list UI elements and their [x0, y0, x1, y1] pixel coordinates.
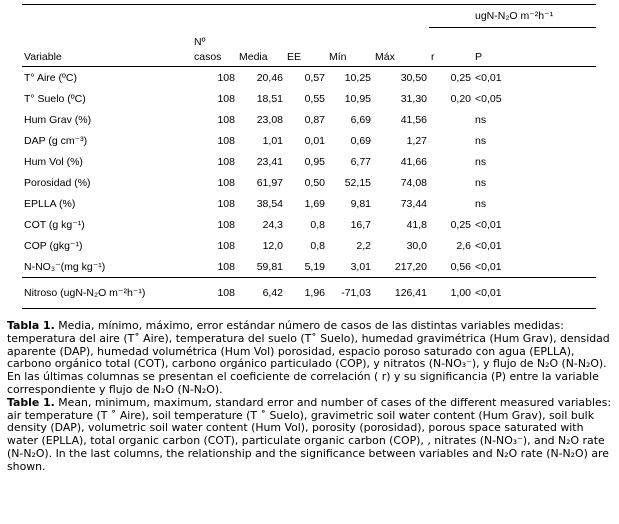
cell-p: <0,01	[475, 218, 502, 231]
cell-min: -71,03	[327, 278, 373, 309]
cell-p: <0,01	[473, 278, 523, 309]
header-n-line1: Nº	[194, 36, 206, 48]
cell-variable: Hum Vol (%)	[24, 155, 83, 168]
table-row	[22, 278, 596, 309]
cell-variable: T° Aire (ºC)	[24, 71, 77, 84]
table-row	[22, 109, 596, 130]
cell-n: 108	[217, 260, 235, 273]
cell-n: 108	[217, 155, 235, 168]
table-row	[22, 214, 596, 235]
cell-media: 1,01	[262, 134, 283, 147]
cell-ee: 0,95	[304, 155, 325, 168]
caption-spanish-label: Tabla 1.	[7, 319, 55, 332]
cell-n: 108	[217, 71, 235, 84]
table-row	[22, 256, 596, 278]
cell-media: 24,3	[262, 218, 283, 231]
header-media: Media	[237, 48, 285, 67]
cell-n: 108	[217, 92, 235, 105]
table-row	[22, 235, 596, 256]
header-r: r	[429, 48, 473, 67]
cell-ee: 0,57	[304, 71, 325, 84]
caption-english-text: Mean, minimum, maximum, standard error and number of cases of the different measured variables: air temperature (T ˚ Aire), soil temperature (T ˚ Suelo), gravimetric soil water content (Hum Grav), soil bulk density (DAP), volumetric soil water content (Hum Vol), porosity (porosidad), porous space saturated with water (EPLLA), total organic carbon (COT), particulate organic carbon (COP), , nitrates (N-NO₃⁻), and N₂O rate (N-N₂O). In the last columns, the relationship and the significance between variables and N₂O rate (N-N₂O) are shown.	[7, 395, 612, 473]
cell-variable: Nitroso (ugN-N₂O m⁻²h⁻¹)	[22, 278, 192, 309]
cell-min: 9,81	[350, 197, 371, 210]
cell-variable: DAP (g cm⁻³)	[24, 134, 88, 147]
cell-max: 74,08	[400, 176, 427, 189]
header-p: P	[473, 48, 523, 67]
cell-r: 0,25	[450, 71, 471, 84]
cell-media: 12,0	[262, 239, 283, 252]
cell-r	[429, 130, 473, 151]
cell-r	[429, 151, 473, 172]
cell-p: ns	[475, 134, 487, 147]
cell-media: 38,54	[256, 197, 283, 210]
cell-min: 10,95	[344, 92, 371, 105]
caption-spanish	[7, 320, 613, 397]
cell-max: 41,8	[406, 218, 427, 231]
cell-r: 0,20	[450, 92, 471, 105]
cell-p: <0,01	[475, 239, 502, 252]
cell-max: 41,56	[400, 113, 427, 126]
cell-min: 2,2	[356, 239, 371, 252]
cell-p: ns	[475, 113, 487, 126]
cell-r: 1,00	[429, 278, 473, 309]
cell-p: <0,05	[475, 92, 502, 105]
cell-media: 23,08	[256, 113, 283, 126]
cell-variable: Hum Grav (%)	[24, 113, 92, 126]
cell-ee: 5,19	[304, 260, 325, 273]
header-row-1	[22, 28, 596, 49]
table-row	[22, 67, 596, 89]
cell-ee: 0,8	[310, 239, 325, 252]
table-caption	[7, 320, 613, 474]
cell-n: 108	[192, 278, 237, 309]
cell-n: 108	[217, 218, 235, 231]
cell-min: 52,15	[344, 176, 371, 189]
cell-media: 23,41	[256, 155, 283, 168]
cell-media: 18,51	[256, 92, 283, 105]
cell-ee: 0,87	[304, 113, 325, 126]
cell-max: 1,27	[406, 134, 427, 147]
cell-max: 31,30	[400, 92, 427, 105]
cell-n: 108	[217, 134, 235, 147]
caption-english	[7, 397, 613, 474]
cell-max: 30,0	[406, 239, 427, 252]
cell-n: 108	[217, 176, 235, 189]
cell-p: <0,01	[475, 260, 502, 273]
cell-min: 6,69	[350, 113, 371, 126]
cell-n: 108	[217, 113, 235, 126]
cell-ee: 1,96	[285, 278, 327, 309]
cell-p: ns	[475, 197, 487, 210]
cell-media: 6,42	[237, 278, 285, 309]
cell-p: <0,01	[475, 71, 502, 84]
cell-r	[429, 172, 473, 193]
cell-ee: 0,55	[304, 92, 325, 105]
cell-max: 73,44	[400, 197, 427, 210]
units-label: ugN-N₂O m⁻²h⁻¹	[473, 5, 596, 28]
cell-min: 0,69	[350, 134, 371, 147]
cell-max: 41,66	[400, 155, 427, 168]
header-variable: Variable	[22, 48, 192, 67]
cell-media: 20,46	[256, 71, 283, 84]
cell-min: 16,7	[350, 218, 371, 231]
cell-r: 0,25	[450, 218, 471, 231]
cell-r: 2,6	[456, 239, 471, 252]
cell-n: 108	[217, 239, 235, 252]
cell-variable: EPLLA (%)	[24, 197, 76, 210]
caption-spanish-text: Media, mínimo, máximo, error estándar número de casos de las distintas variables medidas: temperatura del aire (T˚ Aire), temperatura del suelo (T˚ Suelo), humedad gravimétrica (Hum Grav), densidad aparente (DAP), humedad volumétrica (Hum Vol) porosidad, espacio poroso saturado con agua (EPLLA), carbono orgánico total (COT), carbono orgánico particulado (COP), y nitratos (N-NO₃⁻), y flujo de N₂O (N-N₂O). En las últimas columnas se presentan el coeficiente de correlación ( r) y su significancia (P) entre la variable correspondiente y flujo de N₂O (N-N₂O).	[7, 319, 610, 396]
cell-p: ns	[475, 155, 487, 168]
cell-min: 10,25	[344, 71, 371, 84]
cell-ee: 0,50	[304, 176, 325, 189]
header-min: Mín	[327, 48, 373, 67]
cell-r: 0,56	[450, 260, 471, 273]
cell-n: 108	[217, 197, 235, 210]
header-ee: EE	[285, 48, 327, 67]
statistics-table	[22, 4, 596, 309]
caption-english-label: Table 1.	[7, 395, 55, 409]
cell-media: 61,97	[256, 176, 283, 189]
cell-r	[429, 193, 473, 214]
cell-variable: COT (g kg⁻¹)	[24, 218, 85, 231]
cell-max: 126,41	[373, 278, 429, 309]
cell-max: 30,50	[400, 71, 427, 84]
cell-min: 3,01	[350, 260, 371, 273]
units-header-row	[22, 5, 596, 28]
cell-ee: 0,8	[310, 218, 325, 231]
header-row-2	[22, 48, 596, 67]
header-max: Máx	[373, 48, 429, 67]
cell-min: 6,77	[350, 155, 371, 168]
cell-ee: 0,01	[304, 134, 325, 147]
table-row	[22, 172, 596, 193]
table-row	[22, 193, 596, 214]
header-n-line2: casos	[192, 48, 237, 67]
cell-max: 217,20	[394, 260, 427, 273]
table-row	[22, 151, 596, 172]
cell-r	[429, 109, 473, 130]
cell-ee: 1,69	[304, 197, 325, 210]
table-row	[22, 88, 596, 109]
cell-variable: Porosidad (%)	[24, 176, 91, 189]
cell-p: ns	[475, 176, 487, 189]
cell-variable: T° Suelo (ºC)	[24, 92, 86, 105]
cell-media: 59,81	[256, 260, 283, 273]
cell-variable: N-NO₃⁻(mg kg⁻¹)	[24, 260, 106, 273]
table-row	[22, 130, 596, 151]
cell-variable: COP (gkg⁻¹)	[24, 239, 83, 252]
